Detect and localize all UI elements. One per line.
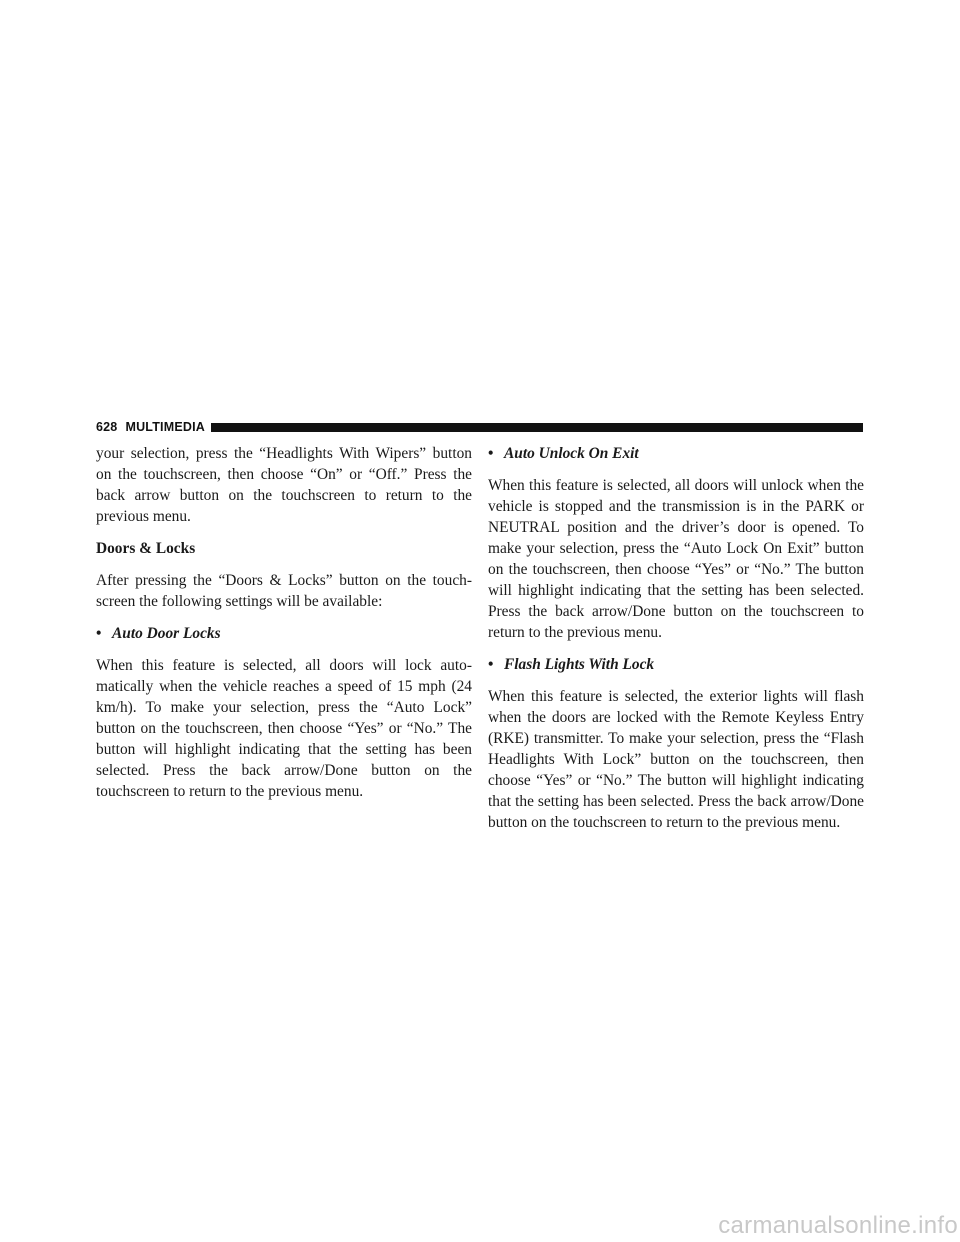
bullet-icon: • [488,656,494,673]
bullet-label: Flash Lights With Lock [504,656,655,673]
paragraph-flash-lights: When this feature is selected, the exterior lights will flash when the doors are locked with the Remote Keyless Entry (RKE) transmitter. To make your selection, press the “Flash Headlights With Lock” button on the touchscreen, then choose “Yes” or “No.” The button will highlight indicating that the setting has been selected. Press the back arrow/Done button on the touchscreen to return to the previous menu. [488,688,864,831]
paragraph-auto-unlock: When this feature is selected, all doors will unlock when the vehicle is stopped and the transmission is in the PARK or NEUTRAL position and the driver’s door is opened. To make your selection, press the “Auto Lock On Exit” button on the touchscreen, then choose “Yes” or “No.” The button will highlight indicating that the setting has been selected. Press the back arrow/Done button on the touchscreen to return to the previous menu. [488,477,864,641]
bullet-label: Auto Unlock On Exit [504,445,639,462]
page-header [96,418,863,436]
section-title: MULTIMEDIA [125,420,206,434]
bullet-icon: • [96,625,102,642]
paragraph-auto-door-locks: When this feature is selected, all doors will lock automatically when the vehicle reaches a speed of 15 mph (24 km/h). To make your selection, press the “Auto Lock” button on the touchscreen, then choose “Yes” or “No.” The button will highlight indicating that the setting has been selected. Press the back arrow/Done button on the touchscreen to return to the previous menu. [96,657,472,800]
bullet-label: Auto Door Locks [112,625,221,642]
page-number: 628 [96,420,118,434]
header-rule [211,423,863,432]
left-column [96,443,472,813]
watermark: carmanualsonline.info [718,1212,958,1239]
bullet-auto-door-locks [96,623,472,644]
right-column [488,443,864,844]
bullet-flash-lights-with-lock [488,654,864,675]
bullet-auto-unlock-on-exit [488,443,864,464]
heading-doors-locks: Doors & Locks [96,540,196,557]
bullet-icon: • [488,445,494,462]
paragraph-doors-locks-intro: After pressing the “Doors & Locks” button on the touchscreen the following settings will be available: [96,572,472,610]
paragraph-headlights-wipers: your selection, press the “Headlights With Wipers” button on the touchscreen, then choose “On” or “Off.” Press the back arrow button on the touchscreen to return to the previous menu. [96,445,472,525]
